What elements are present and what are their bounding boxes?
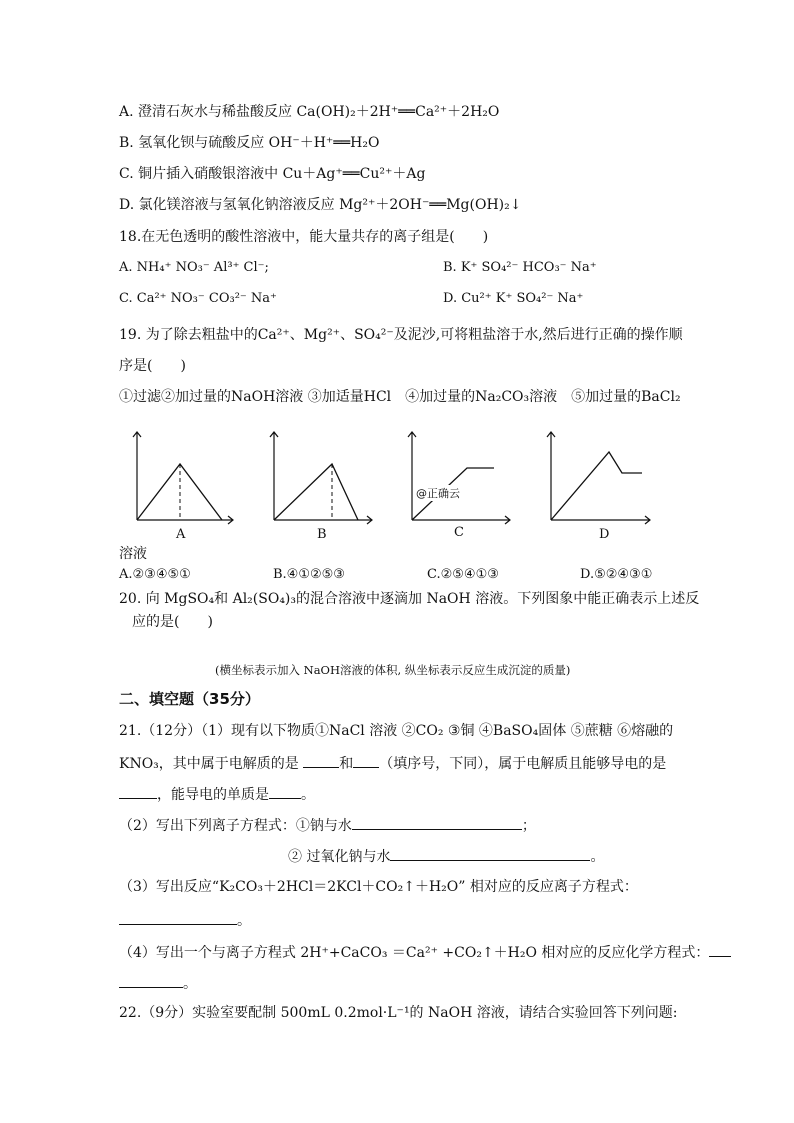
chart-a xyxy=(120,428,230,540)
q19-operations: ①过滤②加过量的NaOH溶液 ③加适量HCl ④加过量的Na₂CO₃溶液 ⑤加过量的BaCl₂ xyxy=(119,389,681,405)
q18-option-a: A. NH₄⁺ NO₃⁻ Al³⁺ Cl⁻; xyxy=(119,260,269,275)
q22-line1: 22.（9分）实验室要配制 500mL 0.2mol·L⁻¹的 NaOH 溶液，请结合实验回答下列问题: xyxy=(119,1005,678,1021)
chart-b-svg xyxy=(262,428,377,540)
chart-d xyxy=(542,428,652,540)
q21-part4 xyxy=(119,942,731,962)
chart-b xyxy=(262,428,372,540)
q21-line2-c: （填序号，下同），属于电解质且能够导电的是 xyxy=(379,756,667,772)
q20-stem-line2: 应的是( ) xyxy=(132,614,213,630)
q21-line2 xyxy=(119,753,666,773)
q17-option-b: B. 氢氧化钡与硫酸反应 OH⁻＋H⁺══H₂O xyxy=(119,135,380,151)
q21-line2-a: KNO₃，其中属于电解质的是 xyxy=(119,756,304,772)
answer-blank-6[interactable] xyxy=(390,846,590,861)
q19-ops-tail: 溶液 xyxy=(119,546,147,562)
q20-note: (横坐标表示加入 NaOH溶液的体积, 纵坐标表示反应生成沉淀的质量) xyxy=(215,663,571,677)
q19-option-a: A.②③④⑤① xyxy=(119,567,191,582)
q19-stem-line1: 19. 为了除去粗盐中的Ca²⁺、Mg²⁺、SO₄²⁻及泥沙,可将粗盐溶于水,然后进行正确的操作顺 xyxy=(119,327,683,343)
q21-line2-b: 和 xyxy=(339,756,354,772)
chart-d-label: D xyxy=(599,527,610,542)
q17-option-c: C. 铜片插入硝酸银溶液中 Cu＋Ag⁺══Cu²⁺＋Ag xyxy=(119,166,426,182)
q19-option-d: D.⑤②④③① xyxy=(580,567,653,582)
q21-part2 xyxy=(119,815,536,835)
q21-part3-answer xyxy=(119,910,251,930)
q21-line1: 21.（12分）（1）现有以下物质①NaCl 溶液 ②CO₂ ③铜 ④BaSO₄固体 ⑤蔗糖 ⑥熔融的 xyxy=(119,723,674,739)
chart-c-svg xyxy=(402,428,517,540)
answer-blank-5[interactable] xyxy=(352,815,522,830)
q21-part3-end: 。 xyxy=(237,913,251,929)
q21-part4-end: 。 xyxy=(183,976,197,992)
q21-line3-c: 。 xyxy=(301,787,315,803)
q19-option-b: B.④①②⑤③ xyxy=(273,567,345,582)
q21-part2-2-end: 。 xyxy=(590,849,605,865)
q18-option-c: C. Ca²⁺ NO₃⁻ CO₃²⁻ Na⁺ xyxy=(119,291,277,306)
q17-option-a: A. 澄清石灰水与稀盐酸反应 Ca(OH)₂＋2H⁺══Ca²⁺＋2H₂O xyxy=(119,104,500,120)
q21-part4-text: （4）写出一个与离子方程式 2H⁺+CaCO₃ ＝Ca²⁺ +CO₂↑＋H₂O 相对应的反应化学方程式： xyxy=(119,945,710,961)
answer-blank-1[interactable] xyxy=(303,753,339,768)
answer-blank-7[interactable] xyxy=(119,910,237,925)
q20-stem-line1: 20. 向 MgSO₄和 Al₂(SO₄)₃的混合溶液中逐滴加 NaOH 溶液。下列图象中能正确表示上述反 xyxy=(119,591,700,607)
q21-part2-end: ； xyxy=(521,818,536,834)
q21-part4-answer xyxy=(119,973,197,993)
q21-part2-text: （2）写出下列离子方程式：①钠与水 xyxy=(119,818,352,834)
q18-stem: 18.在无色透明的酸性溶液中，能大量共存的离子组是( ) xyxy=(119,229,489,245)
chart-a-svg xyxy=(120,428,235,540)
chart-b-label: B xyxy=(317,527,327,542)
q21-part3: （3）写出反应“K₂CO₃＋2HCl＝2KCl＋CO₂↑＋H₂O” 相对应的反应离子方程式： xyxy=(119,879,638,895)
chart-c-label: C xyxy=(454,525,464,540)
section-title: 二、填空题（35分） xyxy=(119,690,260,708)
answer-blank-4[interactable] xyxy=(269,784,301,799)
q21-line3 xyxy=(119,784,315,804)
chart-d-curve xyxy=(551,452,642,520)
q19-option-c: C.②⑤④①③ xyxy=(427,567,499,582)
q21-part2-2 xyxy=(288,846,604,866)
q17-option-d: D. 氯化镁溶液与氢氧化钠溶液反应 Mg²⁺＋2OH⁻══Mg(OH)₂↓ xyxy=(119,197,522,213)
q21-line3-b: ，能导电的单质是 xyxy=(157,787,269,803)
chart-a-label: A xyxy=(176,527,186,542)
chart-d-svg xyxy=(542,428,657,540)
q18-option-b: B. K⁺ SO₄²⁻ HCO₃⁻ Na⁺ xyxy=(443,260,597,275)
q19-stem-line2: 序是( ) xyxy=(119,358,186,374)
answer-blank-8[interactable] xyxy=(709,942,731,957)
q21-part2-2-text: ② 过氧化钠与水 xyxy=(288,849,391,865)
answer-blank-2[interactable] xyxy=(353,753,379,768)
q18-option-d: D. Cu²⁺ K⁺ SO₄²⁻ Na⁺ xyxy=(443,291,584,306)
watermark: @正确云 xyxy=(416,487,460,500)
answer-blank-3[interactable] xyxy=(119,784,157,799)
chart-c xyxy=(402,428,512,540)
chart-b-curve xyxy=(274,464,358,520)
answer-blank-9[interactable] xyxy=(119,973,183,988)
